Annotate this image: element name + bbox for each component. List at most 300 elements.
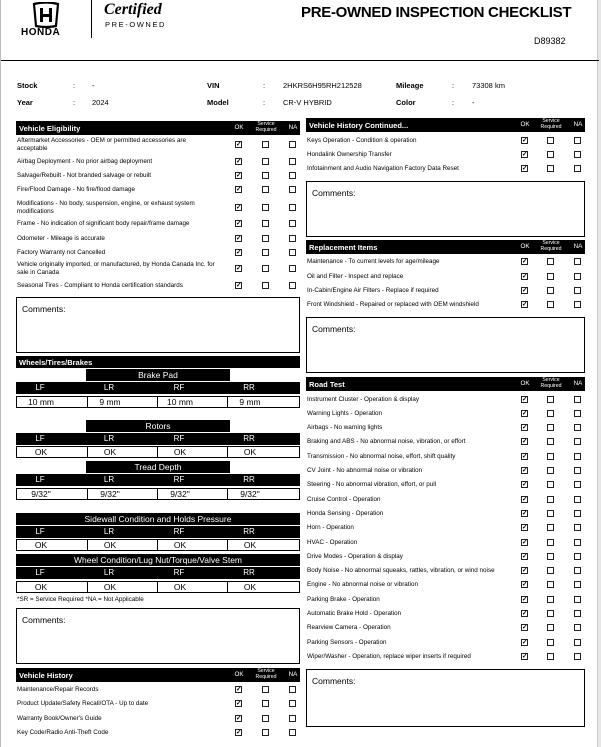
service-required-checkbox[interactable] xyxy=(262,700,269,707)
sidewall-values xyxy=(16,539,300,551)
honda-logo-icon xyxy=(31,2,61,28)
comments-box[interactable] xyxy=(16,297,300,353)
measurement-value: 9/32" xyxy=(170,489,190,499)
na-checkbox[interactable] xyxy=(574,424,581,431)
item-label: Aftermarket Accessories - OEM or permitted accessories are acceptable xyxy=(17,137,187,152)
comments-label: Comments: xyxy=(22,304,66,314)
item-label: Key Code/Radio Anti-Theft Code xyxy=(17,729,109,736)
ok-checkbox[interactable]: ✓ xyxy=(522,624,528,632)
ok-checkbox[interactable]: ✓ xyxy=(522,538,528,546)
abbreviation-note: *SR = Service Required *NA = Not Applicable xyxy=(17,596,144,603)
na-column-label: NA xyxy=(573,121,583,128)
position-label: LF xyxy=(35,527,45,536)
comments-label: Comments: xyxy=(22,615,66,625)
item-label: Modifications - No body, suspension, engine, or exhaust system modifications xyxy=(17,200,195,215)
position-label: LF xyxy=(35,568,45,577)
brake-pad-values xyxy=(16,396,300,408)
na-checkbox[interactable] xyxy=(574,624,581,631)
service-required-checkbox[interactable] xyxy=(262,172,269,179)
service-required-checkbox[interactable] xyxy=(547,510,554,517)
na-column-label: NA xyxy=(573,380,583,387)
checklist-row xyxy=(307,424,586,432)
measurement-value: 10 mm xyxy=(28,397,54,407)
position-label: LF xyxy=(35,434,45,443)
brake-pad-title: Brake Pad xyxy=(86,369,230,381)
comments-label: Comments: xyxy=(312,324,356,334)
measurement-value: OK xyxy=(103,582,117,592)
wheels-tires-brakes-header xyxy=(16,356,300,368)
checklist-row xyxy=(307,496,586,504)
service-required-checkbox[interactable] xyxy=(547,481,554,488)
checklist-row xyxy=(307,453,586,461)
service-required-checkbox[interactable] xyxy=(547,596,554,603)
checklist-row xyxy=(17,200,301,216)
checklist-row xyxy=(307,639,586,647)
colon: : xyxy=(73,98,76,107)
na-checkbox[interactable] xyxy=(574,581,581,588)
vehicle-eligibility-header xyxy=(16,121,300,135)
checklist-row xyxy=(17,686,301,694)
item-label: Frame - No indication of significant body repair/frame damage xyxy=(17,220,190,227)
na-checkbox[interactable] xyxy=(574,258,581,265)
service-required-checkbox[interactable] xyxy=(547,653,554,660)
na-checkbox[interactable] xyxy=(574,567,581,574)
service-required-checkbox[interactable] xyxy=(547,137,554,144)
service-required-checkbox[interactable] xyxy=(547,287,554,294)
checklist-row xyxy=(17,249,301,257)
section-title: Replacement Items xyxy=(309,243,378,252)
ok-checkbox[interactable]: ✓ xyxy=(236,158,242,165)
ok-column-label: OK xyxy=(520,243,530,250)
service-required-checkbox[interactable] xyxy=(262,715,269,722)
year-value: 2024 xyxy=(92,98,109,107)
comments-box[interactable] xyxy=(306,669,585,727)
checklist-row xyxy=(307,539,586,547)
position-label: RF xyxy=(173,475,185,484)
service-required-checkbox[interactable] xyxy=(547,151,554,158)
service-required-checkbox[interactable] xyxy=(262,729,269,736)
checklist-row xyxy=(307,287,586,295)
ok-checkbox[interactable]: ✓ xyxy=(522,552,528,560)
na-checkbox[interactable] xyxy=(574,273,581,280)
service-required-checkbox[interactable] xyxy=(547,524,554,531)
ok-checkbox[interactable]: ✓ xyxy=(236,172,242,179)
measurement-value: OK xyxy=(173,540,187,550)
ok-checkbox[interactable]: ✓ xyxy=(522,524,528,532)
wheel-condition-values xyxy=(16,581,300,593)
na-checkbox[interactable] xyxy=(289,265,296,272)
comments-box[interactable] xyxy=(306,181,585,237)
na-checkbox[interactable] xyxy=(289,158,296,165)
position-label: LR xyxy=(103,383,115,392)
service-required-checkbox[interactable] xyxy=(547,610,554,617)
checklist-row xyxy=(307,524,586,532)
section-title: Vehicle Eligibility xyxy=(19,124,81,133)
service-required-checkbox[interactable] xyxy=(547,496,554,503)
service-required-checkbox[interactable] xyxy=(547,273,554,280)
na-checkbox[interactable] xyxy=(289,729,296,736)
ok-checkbox[interactable]: ✓ xyxy=(522,495,528,503)
measurement-value: OK xyxy=(103,447,117,457)
ok-checkbox[interactable]: ✓ xyxy=(522,509,528,517)
na-column-label: NA xyxy=(573,243,583,250)
na-checkbox[interactable] xyxy=(574,467,581,474)
service-required-checkbox[interactable] xyxy=(547,165,554,172)
ok-column-label: OK xyxy=(234,671,244,678)
service-required-checkbox[interactable] xyxy=(262,235,269,242)
na-checkbox[interactable] xyxy=(574,287,581,294)
na-checkbox[interactable] xyxy=(574,553,581,560)
position-label: LR xyxy=(103,568,115,577)
service-required-checkbox[interactable] xyxy=(547,567,554,574)
item-label: Maintenance - To current levels for age/mileage xyxy=(307,258,440,265)
item-label: Engine - No abnormal noise or vibration xyxy=(307,581,418,589)
item-label: Parking Sensors - Operation xyxy=(307,638,387,646)
service-required-checkbox[interactable] xyxy=(547,396,554,403)
colon: : xyxy=(452,81,455,90)
measurement-value: OK xyxy=(243,540,257,550)
tread-depth-values xyxy=(16,488,300,500)
ok-checkbox[interactable]: ✓ xyxy=(522,409,528,417)
checklist-row xyxy=(17,282,301,290)
vehicle-history-continued-header xyxy=(306,118,585,132)
item-label: In-Cabin/Engine Air Filters - Replace if required xyxy=(307,287,439,294)
checklist-row xyxy=(307,624,586,632)
item-label: Vehicle originally imported, or manufactured, by Honda Canada Inc. for sale in Canada xyxy=(17,261,215,276)
position-label: RR xyxy=(243,568,255,577)
service-required-checkbox[interactable] xyxy=(262,265,269,272)
position-label: RF xyxy=(173,383,185,392)
pre-owned-label: PRE-OWNED xyxy=(105,20,167,29)
ok-checkbox[interactable]: ✓ xyxy=(522,301,528,308)
position-label: RR xyxy=(243,475,255,484)
ok-checkbox[interactable]: ✓ xyxy=(236,204,242,211)
measurement-value: OK xyxy=(34,447,48,457)
rotors-values xyxy=(16,446,300,458)
checklist-row xyxy=(307,258,586,266)
checklist-row xyxy=(307,581,586,589)
position-label: RF xyxy=(173,568,185,577)
rotors-title: Rotors xyxy=(86,420,230,432)
ok-checkbox[interactable]: ✓ xyxy=(522,567,528,575)
na-checkbox[interactable] xyxy=(574,453,581,460)
measurement-value: OK xyxy=(34,582,48,592)
ok-checkbox[interactable]: ✓ xyxy=(236,282,242,289)
item-label: Transmission - No abnormal noise, effort, shift quality xyxy=(307,452,456,460)
checklist-row xyxy=(17,158,301,166)
item-label: Front Windshield - Repaired or replaced with OEM windshield xyxy=(307,301,479,308)
checklist-row xyxy=(17,137,301,153)
na-checkbox[interactable] xyxy=(289,141,296,148)
service-required-checkbox[interactable] xyxy=(262,282,269,289)
service-required-checkbox[interactable] xyxy=(547,467,554,474)
checklist-row xyxy=(307,273,586,281)
ok-checkbox[interactable]: ✓ xyxy=(522,273,528,280)
measurement-value: 10 mm xyxy=(167,397,193,407)
na-checkbox[interactable] xyxy=(574,524,581,531)
service-required-column-label: Service Required xyxy=(540,118,562,130)
na-checkbox[interactable] xyxy=(289,282,296,289)
position-header-row xyxy=(16,567,300,579)
na-checkbox[interactable] xyxy=(289,235,296,242)
position-label: RR xyxy=(243,527,255,536)
year-label: Year xyxy=(17,98,33,107)
checklist-row xyxy=(17,700,301,708)
na-checkbox[interactable] xyxy=(574,438,581,445)
measurement-value: 9 mm xyxy=(99,397,121,407)
ok-checkbox[interactable]: ✓ xyxy=(522,595,528,603)
position-label: LF xyxy=(35,475,45,484)
tread-depth-title: Tread Depth xyxy=(86,461,230,473)
ok-checkbox[interactable]: ✓ xyxy=(522,581,528,589)
brand-name: HONDA xyxy=(21,27,61,38)
ok-checkbox[interactable]: ✓ xyxy=(236,186,242,193)
ok-checkbox[interactable]: ✓ xyxy=(522,165,528,172)
ok-checkbox[interactable]: ✓ xyxy=(236,729,242,736)
na-checkbox[interactable] xyxy=(289,220,296,227)
checklist-row xyxy=(307,165,586,173)
service-required-column-label: Service Required xyxy=(540,240,562,252)
section-title: Wheels/Tires/Brakes xyxy=(19,358,93,367)
ok-checkbox[interactable]: ✓ xyxy=(236,249,242,256)
sidewall-title: Sidewall Condition and Holds Pressure xyxy=(16,513,300,525)
service-required-checkbox[interactable] xyxy=(547,410,554,417)
na-checkbox[interactable] xyxy=(289,204,296,211)
item-label: Cruise Control - Operation xyxy=(307,495,381,503)
position-label: RF xyxy=(173,527,185,536)
checklist-row xyxy=(17,261,301,277)
item-label: Rearview Camera - Operation xyxy=(307,624,391,632)
position-label: RR xyxy=(243,434,255,443)
checklist-row xyxy=(307,396,586,404)
service-required-checkbox[interactable] xyxy=(547,438,554,445)
na-checkbox[interactable] xyxy=(289,700,296,707)
ok-checkbox[interactable]: ✓ xyxy=(236,235,242,242)
service-required-checkbox[interactable] xyxy=(262,686,269,693)
position-header-row xyxy=(16,382,300,394)
item-label: Horn - Operation xyxy=(307,524,354,532)
na-checkbox[interactable] xyxy=(574,653,581,660)
section-title: Road Test xyxy=(309,380,345,389)
model-label: Model xyxy=(207,98,229,107)
colon: : xyxy=(452,98,455,107)
ok-checkbox[interactable]: ✓ xyxy=(236,686,242,693)
checklist-row xyxy=(17,186,301,194)
colon: : xyxy=(263,81,266,90)
na-checkbox[interactable] xyxy=(574,396,581,403)
ok-checkbox[interactable]: ✓ xyxy=(522,652,528,660)
measurement-value: 9/32" xyxy=(240,489,260,499)
ok-checkbox[interactable]: ✓ xyxy=(522,258,528,265)
position-header-row xyxy=(16,433,300,445)
vehicle-history-header xyxy=(16,668,300,682)
checklist-row xyxy=(17,715,301,723)
na-checkbox[interactable] xyxy=(574,639,581,646)
na-checkbox[interactable] xyxy=(574,610,581,617)
measurement-value: OK xyxy=(173,582,187,592)
item-label: Parking Brake - Operation xyxy=(307,595,380,603)
measurement-value: OK xyxy=(103,540,117,550)
service-required-checkbox[interactable] xyxy=(547,581,554,588)
checklist-row xyxy=(307,567,586,575)
checklist-row xyxy=(307,151,586,159)
comments-box[interactable] xyxy=(306,317,585,373)
na-checkbox[interactable] xyxy=(289,249,296,256)
ok-checkbox[interactable]: ✓ xyxy=(236,220,242,227)
comments-box[interactable] xyxy=(16,608,300,664)
service-required-checkbox[interactable] xyxy=(547,624,554,631)
item-label: Drive Modes - Operation & display xyxy=(307,552,403,560)
item-label: Body Noise - No abnormal squeaks, rattles, vibration, or wind noise xyxy=(307,567,495,575)
service-required-checkbox[interactable] xyxy=(547,553,554,560)
ok-checkbox[interactable]: ✓ xyxy=(522,395,528,403)
item-label: Product Update/Safety Recall/OTA - Up to date xyxy=(17,700,149,707)
wheel-condition-title: Wheel Condition/Lug Nut/Torque/Valve Stem xyxy=(16,554,300,566)
ok-checkbox[interactable]: ✓ xyxy=(522,151,528,158)
service-required-column-label: Service Required xyxy=(255,668,277,680)
service-required-column-label: Service Required xyxy=(255,121,277,133)
ok-checkbox[interactable]: ✓ xyxy=(236,700,242,707)
item-label: Automatic Brake Hold - Operation xyxy=(307,610,402,617)
na-checkbox[interactable] xyxy=(574,481,581,488)
item-label: Oil and Filter - Inspect and replace xyxy=(307,273,404,280)
color-label: Color xyxy=(396,98,416,107)
model-value: CR-V HYBRID xyxy=(283,98,332,107)
measurement-value: OK xyxy=(243,582,257,592)
checklist-row xyxy=(307,301,586,309)
na-checkbox[interactable] xyxy=(574,137,581,144)
comments-label: Comments: xyxy=(312,676,356,686)
ok-checkbox[interactable]: ✓ xyxy=(522,287,528,294)
checklist-row xyxy=(307,410,586,418)
ok-column-label: OK xyxy=(520,121,530,128)
color-value: - xyxy=(472,98,475,107)
item-label: Airbag Deployment - No prior airbag deployment xyxy=(17,158,153,165)
item-label: Keys Operation - Condition & operation xyxy=(307,137,417,144)
ok-checkbox[interactable]: ✓ xyxy=(522,137,528,144)
item-label: Factory Warranty not Cancelled xyxy=(17,249,106,256)
measurement-value: OK xyxy=(243,447,257,457)
service-required-checkbox[interactable] xyxy=(547,639,554,646)
service-required-checkbox[interactable] xyxy=(547,301,554,308)
item-label: Warning Lights - Operation xyxy=(307,409,383,417)
section-title: Vehicle History Continued... xyxy=(309,121,409,130)
na-checkbox[interactable] xyxy=(574,539,581,546)
header-divider xyxy=(91,0,92,38)
item-label: Maintenance/Repair Records xyxy=(17,686,99,693)
service-required-checkbox[interactable] xyxy=(547,539,554,546)
service-required-checkbox[interactable] xyxy=(547,424,554,431)
service-required-checkbox[interactable] xyxy=(262,204,269,211)
item-label: Instrument Cluster - Operation & display xyxy=(307,395,419,403)
checklist-row xyxy=(17,172,301,180)
service-required-checkbox[interactable] xyxy=(262,186,269,193)
measurement-value: OK xyxy=(34,540,48,550)
na-checkbox[interactable] xyxy=(574,596,581,603)
checklist-row xyxy=(307,510,586,518)
na-checkbox[interactable] xyxy=(574,165,581,172)
position-label: RR xyxy=(243,383,255,392)
service-required-checkbox[interactable] xyxy=(547,453,554,460)
colon: : xyxy=(73,81,76,90)
item-label: Airbags - No warning lights xyxy=(307,424,383,432)
checklist-row xyxy=(17,729,301,737)
item-label: CV Joint - No abnormal noise or vibration xyxy=(307,467,423,474)
ok-column-label: OK xyxy=(234,124,244,131)
service-required-checkbox[interactable] xyxy=(262,158,269,165)
comments-label: Comments: xyxy=(312,188,356,198)
position-label: LF xyxy=(35,383,45,392)
ok-checkbox[interactable]: ✓ xyxy=(236,141,242,148)
item-label: Infotainment and Audio Navigation Factory Data Reset xyxy=(307,165,459,172)
checklist-row xyxy=(307,653,586,661)
na-checkbox[interactable] xyxy=(289,715,296,722)
item-label: Honda Sensing - Operation xyxy=(307,509,384,517)
checklist-row xyxy=(307,137,586,145)
service-required-checkbox[interactable] xyxy=(262,249,269,256)
service-required-checkbox[interactable] xyxy=(547,258,554,265)
document-number: D89382 xyxy=(534,36,566,46)
na-checkbox[interactable] xyxy=(574,151,581,158)
ok-checkbox[interactable]: ✓ xyxy=(522,638,528,646)
stock-value: - xyxy=(92,81,95,90)
stock-label: Stock xyxy=(17,81,38,90)
mileage-label: Mileage xyxy=(396,81,424,90)
ok-checkbox[interactable]: ✓ xyxy=(236,265,242,272)
service-required-checkbox[interactable] xyxy=(262,141,269,148)
na-checkbox[interactable] xyxy=(289,186,296,193)
ok-checkbox[interactable]: ✓ xyxy=(522,610,528,617)
ok-checkbox[interactable]: ✓ xyxy=(522,438,528,446)
ok-column-label: OK xyxy=(520,380,530,387)
colon: : xyxy=(263,98,266,107)
position-label: LR xyxy=(103,527,115,536)
position-header-row xyxy=(16,526,300,538)
item-label: Salvage/Rebuilt - Not branded salvage or rebuilt xyxy=(17,172,152,179)
measurement-value: OK xyxy=(173,447,187,457)
header-rule xyxy=(1,60,599,61)
measurement-value: 9/32" xyxy=(31,489,51,499)
checklist-row xyxy=(17,235,301,243)
ok-checkbox[interactable]: ✓ xyxy=(522,481,528,489)
na-checkbox[interactable] xyxy=(574,410,581,417)
na-checkbox[interactable] xyxy=(574,510,581,517)
position-header-row xyxy=(16,474,300,486)
item-label: Braking and ABS - No abnormal noise, vibration, or effort xyxy=(307,438,466,446)
section-title: Vehicle History xyxy=(19,671,73,680)
item-label: Seasonal Tires - Compliant to Honda certification standards xyxy=(17,282,183,289)
na-checkbox[interactable] xyxy=(289,686,296,693)
checklist-row xyxy=(307,553,586,561)
ok-checkbox[interactable]: ✓ xyxy=(522,452,528,460)
ok-checkbox[interactable]: ✓ xyxy=(522,424,528,432)
certified-label: Certified xyxy=(104,1,162,18)
item-label: Steering - No abnormal vibration, effort, or pull xyxy=(307,481,437,489)
na-checkbox[interactable] xyxy=(574,301,581,308)
na-checkbox[interactable] xyxy=(574,496,581,503)
na-column-label: NA xyxy=(288,124,298,131)
na-checkbox[interactable] xyxy=(289,172,296,179)
item-label: Odometer - Mileage is accurate xyxy=(17,235,105,242)
service-required-checkbox[interactable] xyxy=(262,220,269,227)
measurement-value: 9/32" xyxy=(100,489,120,499)
item-label: Fire/Flood Damage - No fire/flood damage xyxy=(17,186,135,193)
item-label: Wiper/Washer - Operation, replace wiper inserts if required xyxy=(307,652,471,660)
position-label: RF xyxy=(173,434,185,443)
ok-checkbox[interactable]: ✓ xyxy=(522,467,528,474)
ok-checkbox[interactable]: ✓ xyxy=(236,715,242,722)
measurement-value: 9 mm xyxy=(239,397,261,407)
